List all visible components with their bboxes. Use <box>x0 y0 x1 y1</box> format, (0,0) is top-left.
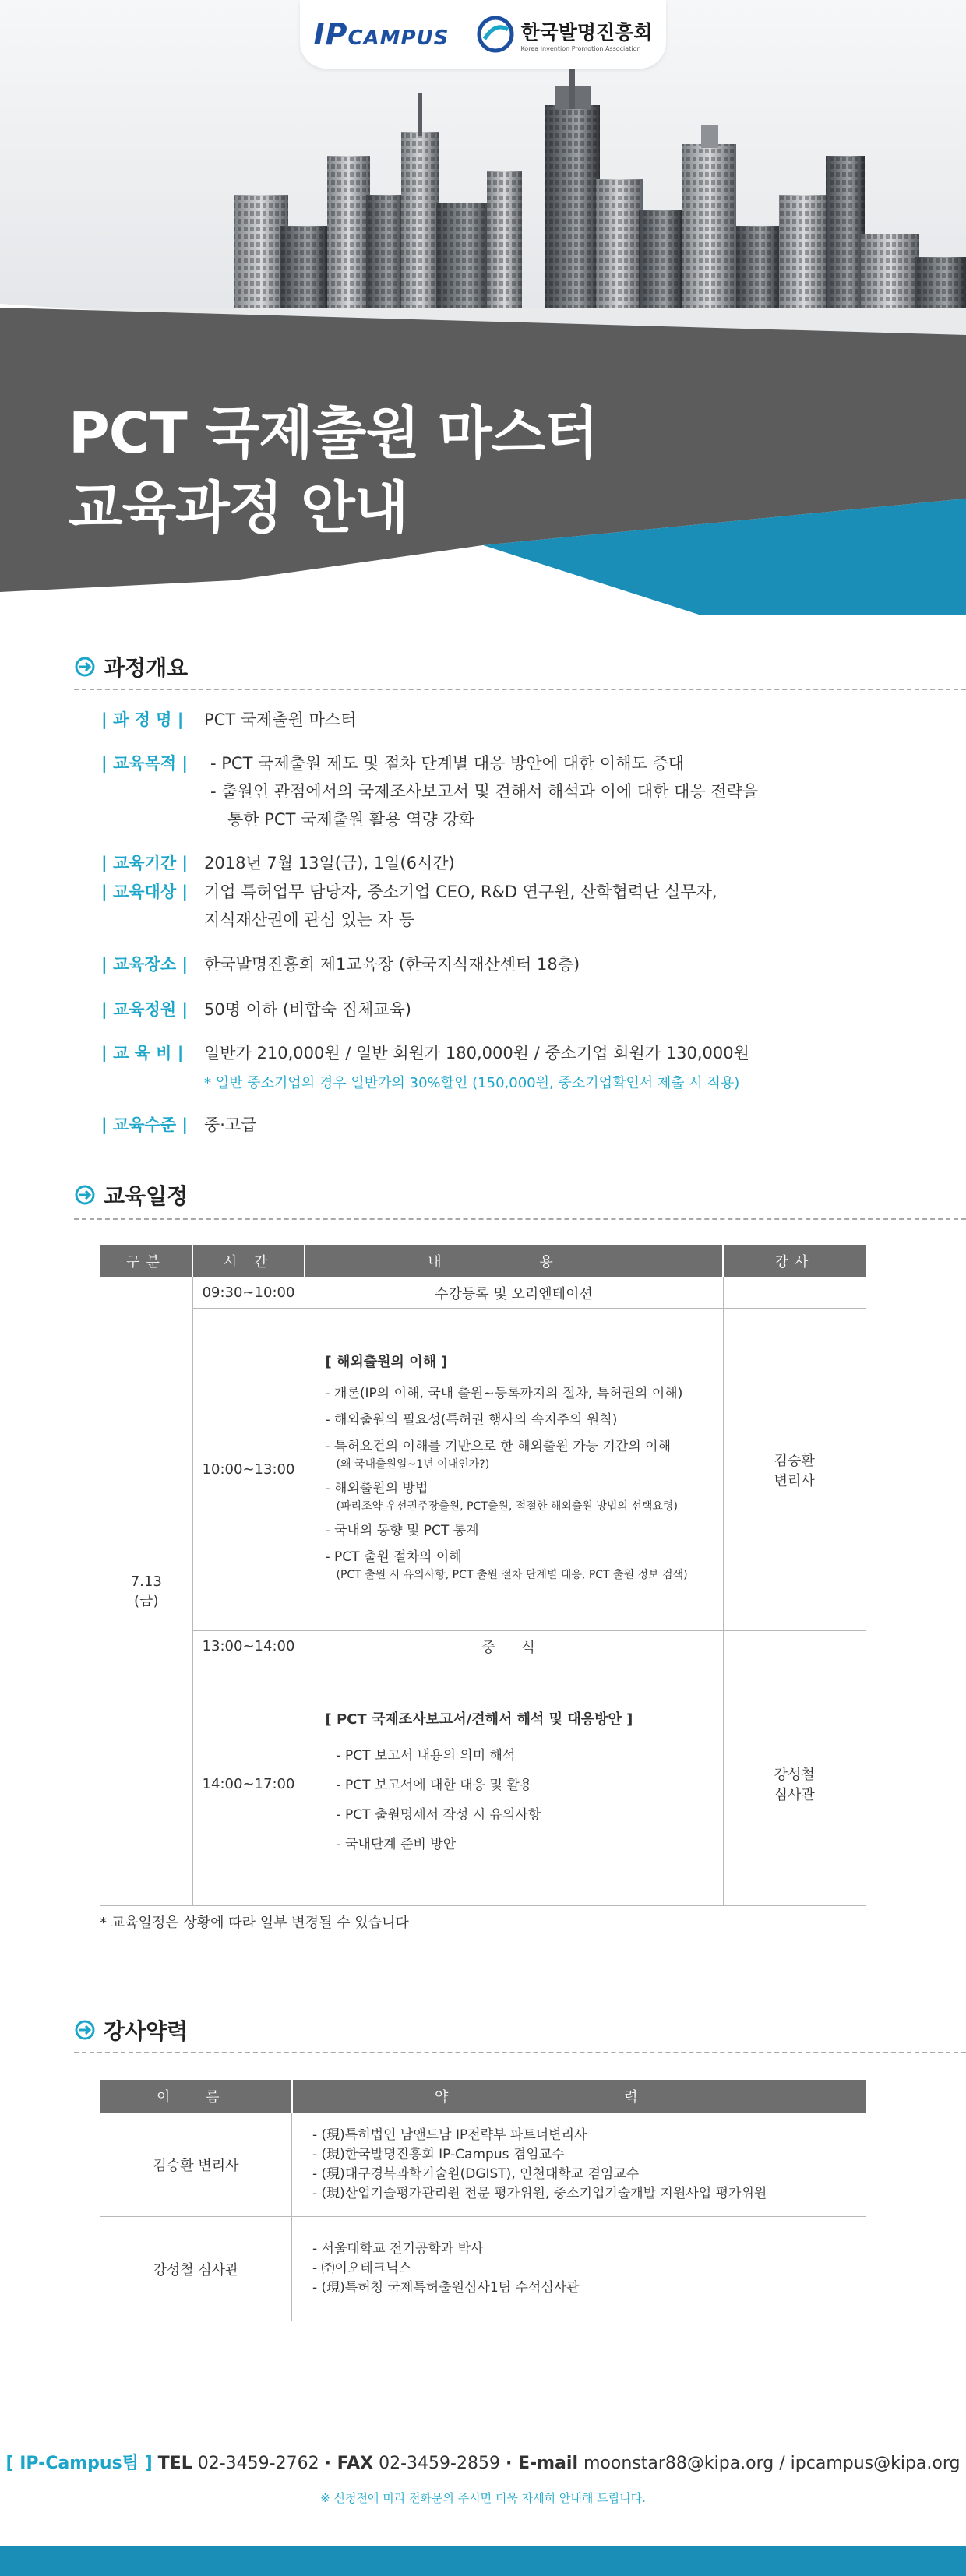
table-row: 14:00~17:00 [ PCT 국제조사보고서/견해서 해석 및 대응방안 ] - PCT 보고서 내용의 의미 해석 - PCT 보고서에 대한 대응 및 활용 - PCT 출원명세서 작성 시 유의사항 - 국내단계 준비 방안 강성철 심사관 <box>100 1662 866 1906</box>
email-link[interactable]: moonstar88@kipa.org / ipcampus@kipa.org <box>583 2454 961 2473</box>
table-row: 김승환 변리사 - (現)특허법인 남앤드남 IP전략부 파트너변리사 - (現)한국발명진흥회 IP-Campus 겸임교수 - (現)대구경북과학기술원(DGIST), 인천대학교 겸임교수 - (現)산업기술평가관리원 전문 평가위원, 중소기업기술개발 지원사업 평가위원 <box>100 2113 866 2217</box>
arrow-circle-icon <box>74 1184 96 1206</box>
overview-row-capacity: | 교육정원 | 50명 이하 (비합숙 집체교육) <box>101 1000 411 1019</box>
session-content: [ PCT 국제조사보고서/견해서 해석 및 대응방안 ] - PCT 보고서 내용의 의미 해석 - PCT 보고서에 대한 대응 및 활용 - PCT 출원명세서 작성 시 유의사항 - 국내단계 준비 방안 <box>305 1662 723 1906</box>
instructors-heading: 강사약력 <box>74 2014 188 2046</box>
hero-title-line2: 교육과정 안내 <box>69 475 408 541</box>
arrow-circle-icon <box>74 656 96 678</box>
overview-row-purpose-line2: - 출원인 관점에서의 국제조사보고서 및 견해서 해석과 이에 대한 대응 전략을 <box>210 782 759 801</box>
table-row: 강성철 심사관 - 서울대학교 전기공학과 박사 - ㈜이오테크닉스 - (現)특허청 국제특허출원심사1팀 수석심사관 <box>100 2217 866 2321</box>
schedule-heading: 교육일정 <box>74 1179 188 1210</box>
ipcampus-logo: IPCAMPUS <box>313 17 450 51</box>
logo-bar <box>300 0 666 69</box>
overview-row-level: | 교육수준 | 중·고급 <box>101 1115 257 1134</box>
col-content: 내 용 <box>305 1246 723 1277</box>
date-cell: 7.13 (금) <box>100 1277 193 1906</box>
section-divider <box>74 1218 966 1220</box>
arrow-circle-icon <box>74 2019 96 2041</box>
kipa-emblem-icon <box>477 16 514 53</box>
overview-row-purpose: | 교육목적 | - PCT 국제출원 제도 및 절차 단계별 대응 방안에 대한 이해도 증대 <box>101 754 685 773</box>
hero-title <box>69 396 598 545</box>
overview-row-venue: | 교육장소 | 한국발명진흥회 제1교육장 (한국지식재산센터 18층) <box>101 955 580 974</box>
overview-row-course-name: | 과 정 명 | PCT 국제출원 마스터 <box>101 710 357 729</box>
col-career: 약 력 <box>292 2081 866 2113</box>
contact-info: [ IP-Campus팀 ] TEL 02-3459-2762 · FAX 02-3459-2859 · E-mail moonstar88@kipa.org / ipcampus@kipa.org <box>5 2454 961 2473</box>
table-row: 10:00~13:00 [ 해외출원의 이해 ] - 개론(IP의 이해, 국내 출원~등록까지의 절차, 특허권의 이해) - 해외출원의 필요성(특허권 행사의 속지주의 원칙) - 특허요건의 이해를 기반으로 한 해외출원 가능 기간의 이해 (왜 국내출원일~1년 이내인가?) - 해외출원의 방법 (파리조약 우선권주장출원, PCT출원, 적절한 해외출원 방법의 선택요령) - 국내외 동향 및 PCT 통계 - PCT 출원 절차의 이해 (PCT 출원 시 유의사항, PCT 출원 절차 단계별 대응, PCT 출원 정보 검색) 김승환 변리사 <box>100 1309 866 1631</box>
overview-row-purpose-line3: 통한 PCT 국제출원 활용 역량 강화 <box>227 810 474 829</box>
overview-row-fee: | 교 육 비 | 일반가 210,000원 / 일반 회원가 180,000원 / 중소기업 회원가 130,000원 <box>101 1044 749 1062</box>
overview-heading: 과정개요 <box>74 651 188 682</box>
session-content: [ 해외출원의 이해 ] - 개론(IP의 이해, 국내 출원~등록까지의 절차, 특허권의 이해) - 해외출원의 필요성(특허권 행사의 속지주의 원칙) - 특허요건의 이해를 기반으로 한 해외출원 가능 기간의 이해 (왜 국내출원일~1년 이내인가?) - 해외출원의 방법 (파리조약 우선권주장출원, PCT출원, 적절한 해외출원 방법의 선택요령) - 국내외 동향 및 PCT 통계 - PCT 출원 절차의 이해 (PCT 출원 시 유의사항, PCT 출원 절차 단계별 대응, PCT 출원 정보 검색) <box>305 1309 723 1631</box>
schedule-note: * 교육일정은 상황에 따라 일부 변경될 수 있습니다 <box>100 1915 409 1931</box>
hero-banner <box>0 0 966 615</box>
instructor-cell: 강성철 심사관 <box>723 1662 866 1906</box>
instructors-header-row <box>100 2081 866 2113</box>
footer-bar <box>0 2546 966 2576</box>
col-name: 이 름 <box>100 2081 292 2113</box>
overview-row-period: | 교육기간 | 2018년 7월 13일(금), 1일(6시간) <box>101 854 455 872</box>
overview-row-target: | 교육대상 | 기업 특허업무 담당자, 중소기업 CEO, R&D 연구원, 산학협력단 실무자, <box>101 883 717 901</box>
instructor-cell: 김승환 변리사 <box>723 1309 866 1631</box>
col-time: 시 간 <box>192 1246 305 1277</box>
col-category: 구분 <box>100 1246 193 1277</box>
hero-title-line1: PCT 국제출원 마스터 <box>69 400 598 466</box>
col-instructor: 강사 <box>723 1246 866 1277</box>
section-divider <box>74 689 966 690</box>
table-row: 13:00~14:00 중 식 <box>100 1631 866 1662</box>
kipa-logo: 한국발명진흥회 Korea Invention Promotion Association <box>477 16 652 53</box>
overview-row-target-line2: 지식재산권에 관심 있는 자 등 <box>204 911 415 929</box>
schedule-header-row <box>100 1246 866 1277</box>
section-divider <box>74 2052 966 2053</box>
contact-note: ※ 신청전에 미리 전화문의 주시면 더욱 자세히 안내해 드립니다. <box>320 2491 646 2505</box>
schedule-table <box>100 1245 866 1906</box>
table-row: 7.13 (금) 09:30~10:00 수강등록 및 오리엔테이션 <box>100 1277 866 1309</box>
instructors-table <box>100 2080 866 2321</box>
fee-note: * 일반 중소기업의 경우 일반가의 30%할인 (150,000원, 중소기업확인서 제출 시 적용) <box>204 1075 740 1091</box>
